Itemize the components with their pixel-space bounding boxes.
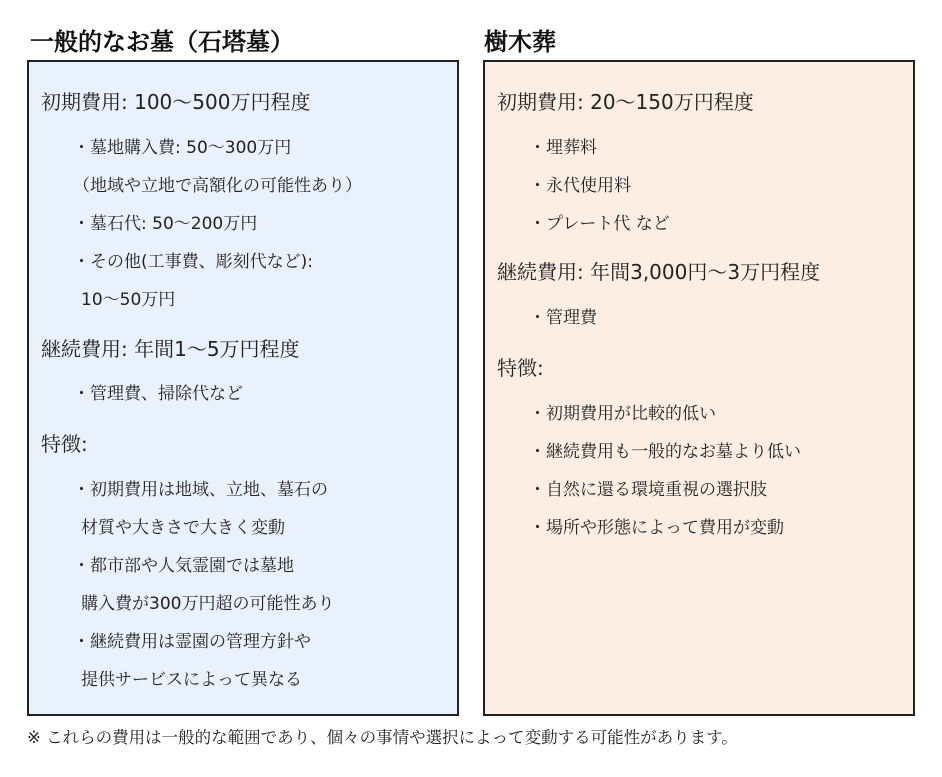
- list-item: ・墓石代: 50～200万円: [73, 214, 258, 234]
- list-item: ・継続費用も一般的なお墓より低い: [529, 442, 801, 462]
- list-item-continuation: 材質や大きさで大きく変動: [81, 518, 285, 538]
- list-item-continuation: 10～50万円: [81, 290, 176, 310]
- features-heading: 特徴:: [497, 356, 544, 380]
- list-item: ・その他(工事費、彫刻代など):: [73, 252, 313, 272]
- list-item: ・初期費用は地域、立地、墓石の: [73, 480, 328, 500]
- list-item-continuation: 提供サービスによって異なる: [81, 670, 302, 690]
- list-item: ・自然に還る環境重視の選択肢: [529, 480, 767, 500]
- list-item: ・都市部や人気霊園では墓地: [73, 556, 294, 576]
- list-item: ・初期費用が比較的低い: [529, 404, 716, 424]
- grave-column-title: 一般的なお墓（石塔墓）: [30, 28, 294, 56]
- list-item: ・管理費: [529, 308, 597, 328]
- list-item: ・永代使用料: [529, 176, 631, 196]
- ongoing-cost-heading: 継続費用: 年間3,000円～3万円程度: [497, 260, 821, 284]
- features-heading: 特徴:: [41, 432, 88, 456]
- list-item: ・継続費用は霊園の管理方針や: [73, 632, 311, 652]
- list-item: ・墓地購入費: 50～300万円: [73, 138, 292, 158]
- initial-cost-heading: 初期費用: 20～150万円程度: [497, 90, 754, 114]
- list-item: ・埋葬料: [529, 138, 597, 158]
- list-item: ・プレート代 など: [529, 214, 670, 234]
- ongoing-cost-heading: 継続費用: 年間1～5万円程度: [41, 337, 300, 361]
- list-item-continuation: 購入費が300万円超の可能性あり: [81, 594, 335, 614]
- grave-cost-panel: [27, 60, 459, 716]
- list-item-note: （地域や立地で高額化の可能性あり）: [73, 176, 362, 196]
- tree-burial-cost-panel: [483, 60, 915, 716]
- initial-cost-heading: 初期費用: 100～500万円程度: [41, 90, 311, 114]
- footnote: ※ これらの費用は一般的な範囲であり、個々の事情や選択によって変動する可能性があります。: [27, 728, 738, 747]
- list-item: ・管理費、掃除代など: [73, 384, 243, 404]
- tree-burial-column-title: 樹木葬: [484, 28, 556, 56]
- list-item: ・場所や形態によって費用が変動: [529, 518, 784, 538]
